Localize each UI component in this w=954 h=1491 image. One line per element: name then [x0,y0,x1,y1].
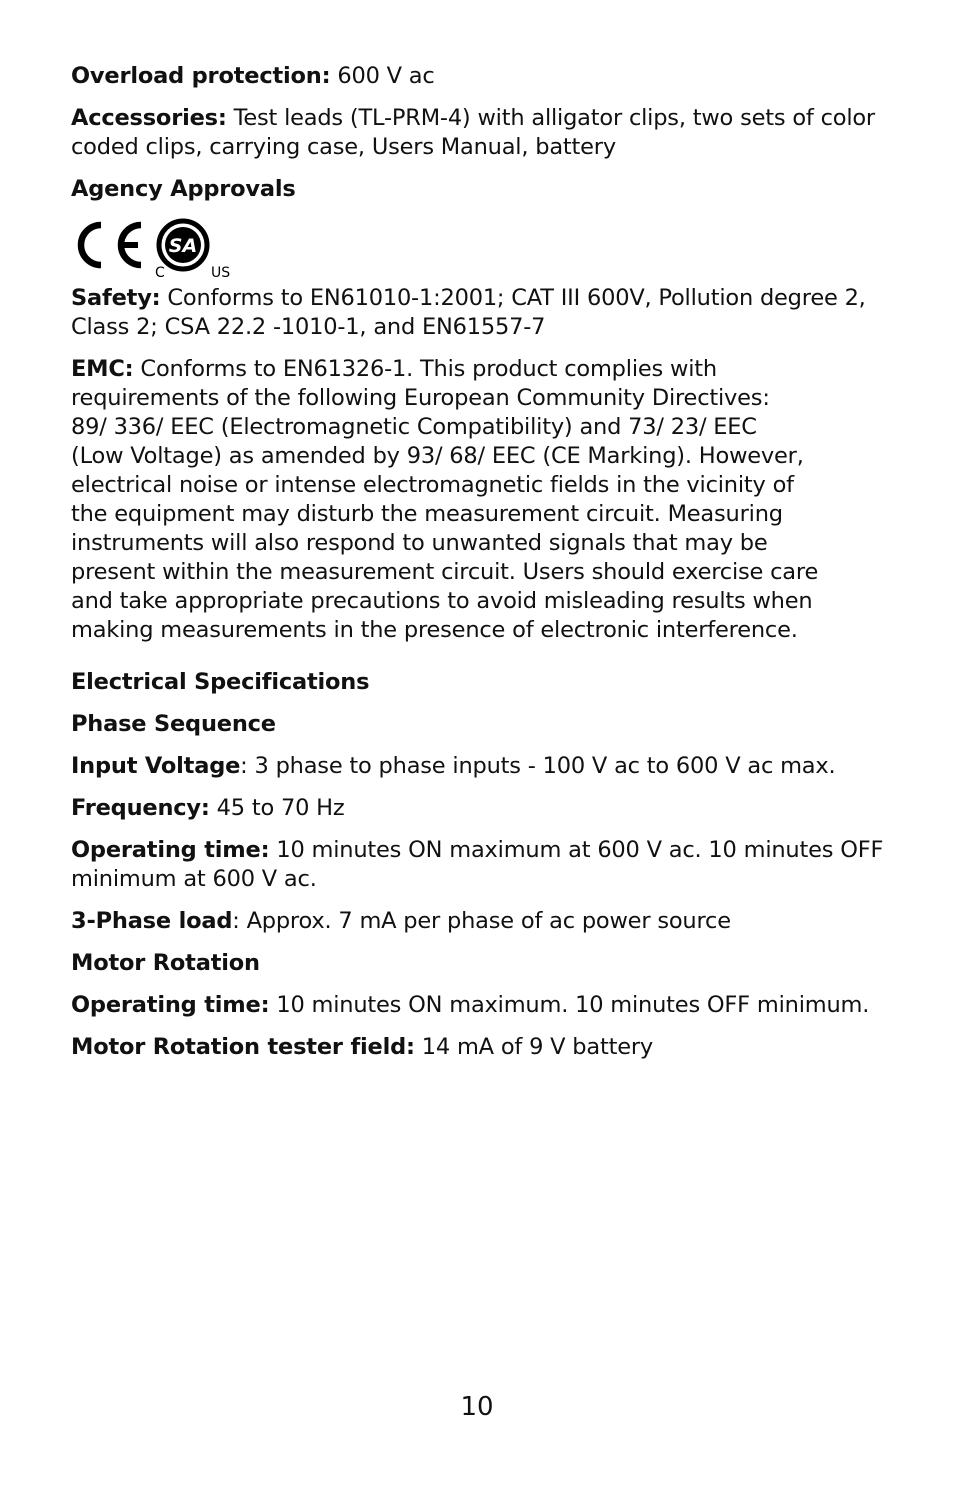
emc-line: instruments will also respond to unwanted signals that may be [71,530,768,556]
spec-value: Conforms to EN61010-1:2001; CAT III 600V, Pollution degree 2, Class 2; CSA 22.2 -1010-1, and EN61557-7 [71,285,866,340]
spec-label: Operating time: [71,992,270,1018]
motor-rotation-field-spec [71,1033,891,1062]
spec-value: 10 minutes ON maximum. 10 minutes OFF minimum. [269,992,870,1018]
spec-value: 600 V ac [330,63,435,89]
spec-label: Motor Rotation tester field: [71,1034,415,1060]
emc-line: (Low Voltage) as amended by 93/ 68/ EEC (CE Marking). However, [71,443,804,469]
emc-line: requirements of the following European Community Directives: [71,385,770,411]
csa-sub-right: US [211,265,231,279]
accessories-spec [71,104,891,162]
ce-mark-icon [71,217,151,273]
operating-time-spec [71,836,891,894]
spec-label: Input Voltage [71,753,241,779]
spec-value: : 3 phase to phase inputs - 100 V ac to 600 V ac max. [240,753,836,779]
electrical-specifications-heading: Electrical Specifications [71,669,370,695]
input-voltage-spec [71,752,891,781]
csa-certification-icon [155,217,233,279]
manual-page [71,62,891,1075]
emc-line: making measurements in the presence of electronic interference. [71,617,798,643]
spec-label: Safety: [71,285,161,311]
spec-label: Overload protection: [71,63,331,89]
page-number: 10 [460,1392,494,1422]
spec-label: 3-Phase load [71,908,233,934]
emc-line: Conforms to EN61326-1. This product complies with [133,356,717,382]
spec-value: 10 minutes ON maximum at 600 V ac. 10 minutes OFF minimum at 600 V ac. [71,837,884,892]
overload-protection-spec [71,62,891,91]
three-phase-load-spec [71,907,891,936]
spec-value: : Approx. 7 mA per phase of ac power source [232,908,731,934]
emc-line: electrical noise or intense electromagnetic fields in the vicinity of [71,472,794,498]
emc-line: present within the measurement circuit. Users should exercise care [71,559,819,585]
safety-spec [71,284,891,342]
spec-label: Frequency: [71,795,210,821]
emc-line: and take appropriate precautions to avoid misleading results when [71,588,813,614]
spec-label: Operating time: [71,837,270,863]
phase-sequence-heading: Phase Sequence [71,711,276,737]
certification-logos [71,217,891,279]
csa-sub-left: C [155,265,165,279]
spec-label: EMC: [71,356,134,382]
spec-label: Accessories: [71,105,227,131]
svg-text:SA: SA [168,235,198,257]
frequency-spec [71,794,891,823]
spec-value: 14 mA of 9 V battery [414,1034,653,1060]
agency-approvals-heading: Agency Approvals [71,176,296,202]
emc-spec [71,355,891,645]
spec-value: Test leads (TL-PRM-4) with alligator clips, two sets of color coded clips, carrying case, Users Manual, battery [71,105,875,160]
spec-value: 45 to 70 Hz [209,795,345,821]
motor-rotation-heading: Motor Rotation [71,950,260,976]
emc-line: 89/ 336/ EEC (Electromagnetic Compatibility) and 73/ 23/ EEC [71,414,757,440]
emc-line: the equipment may disturb the measurement circuit. Measuring [71,501,783,527]
motor-operating-time-spec [71,991,891,1020]
